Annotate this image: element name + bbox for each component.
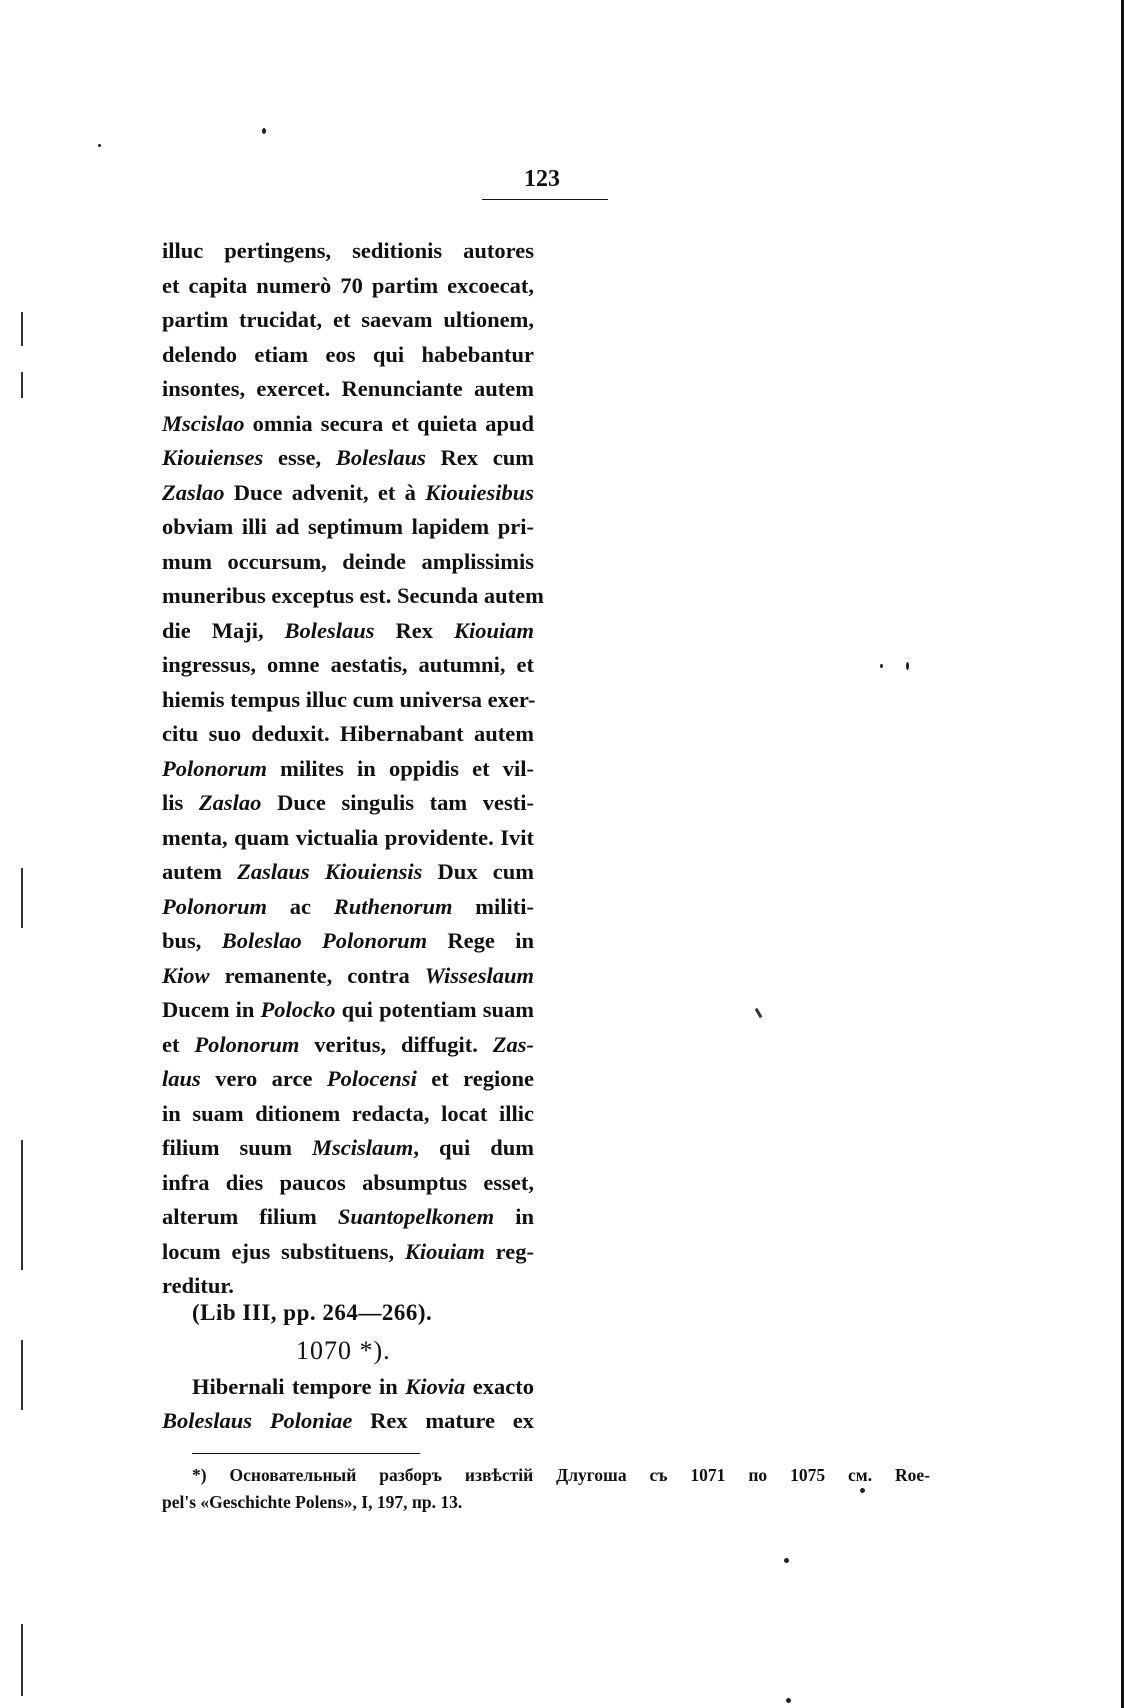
continued-text bbox=[162, 1370, 535, 1438]
text-fragment: Ducem in bbox=[162, 997, 261, 1022]
text-line bbox=[162, 407, 534, 442]
italic-name: Zaslaus Kiouiensis bbox=[237, 859, 423, 884]
text-line: menta, quam victualia providente. Ivit bbox=[162, 824, 534, 850]
text-fragment: , qui dum bbox=[413, 1135, 534, 1160]
text-fragment: milites in oppidis et vil- bbox=[267, 755, 534, 781]
text-fragment: Rex bbox=[374, 617, 454, 643]
text-line bbox=[162, 441, 534, 476]
text-line: delendo etiam eos qui habebantur bbox=[162, 341, 534, 367]
italic-name: Polocensi bbox=[326, 1066, 417, 1091]
text-line bbox=[162, 890, 534, 925]
text-line bbox=[162, 924, 534, 959]
italic-name: Boleslaus bbox=[284, 617, 375, 643]
italic-name: Zaslao bbox=[162, 479, 225, 505]
text-fragment: Duce advenit, et à bbox=[224, 479, 426, 505]
text-fragment: Rex mature ex bbox=[352, 1408, 534, 1433]
text-fragment: esse, bbox=[263, 445, 336, 470]
text-fragment: et bbox=[162, 1031, 195, 1057]
text-line: ingressus, omne aestatis, autumni, et bbox=[162, 652, 534, 677]
text-line: et capita numerò 70 partim excoecat, bbox=[162, 272, 534, 298]
italic-name: Zaslao bbox=[198, 790, 262, 815]
text-line: insontes, exercet. Renunciante autem bbox=[162, 376, 534, 401]
scan-scratch bbox=[21, 312, 23, 346]
italic-name: Wisseslaum bbox=[424, 962, 534, 988]
text-line bbox=[162, 1235, 534, 1270]
text-line bbox=[162, 1404, 534, 1438]
text-line bbox=[162, 1200, 534, 1235]
scan-speck bbox=[786, 1698, 791, 1703]
text-line bbox=[162, 993, 534, 1028]
italic-name: Kiovia bbox=[405, 1374, 466, 1399]
text-fragment: Rex cum bbox=[425, 445, 534, 470]
footnote-rule bbox=[192, 1453, 420, 1454]
text-line bbox=[162, 959, 534, 994]
text-line: hiemis tempus illuc cum universa exer- bbox=[162, 686, 536, 712]
italic-name: laus bbox=[162, 1066, 201, 1091]
text-fragment: remanente, contra bbox=[209, 962, 425, 988]
text-fragment: bus, bbox=[162, 928, 222, 953]
italic-name: Boleslao Polonorum bbox=[221, 928, 428, 953]
footnote bbox=[162, 1462, 930, 1516]
text-fragment: et regione bbox=[416, 1066, 534, 1091]
text-fragment: locum ejus substituens, bbox=[162, 1238, 405, 1264]
italic-name: Boleslaus Poloniae bbox=[162, 1408, 353, 1433]
text-line bbox=[162, 855, 534, 890]
text-fragment: Hibernali tempore in bbox=[192, 1374, 406, 1399]
scan-speck bbox=[880, 664, 883, 668]
text-fragment: autem bbox=[162, 859, 238, 884]
text-fragment: die Maji, bbox=[162, 617, 285, 643]
scan-scratch bbox=[21, 1624, 23, 1696]
text-line: reditur. bbox=[162, 1273, 234, 1298]
text-fragment: lis bbox=[162, 790, 199, 815]
scan-speck bbox=[98, 144, 101, 147]
text-fragment: exacto bbox=[465, 1374, 535, 1399]
text-line bbox=[162, 1062, 534, 1097]
header-rule bbox=[482, 199, 608, 200]
text-fragment: ac bbox=[267, 893, 334, 919]
text-line bbox=[162, 752, 534, 787]
italic-name: Boleslaus bbox=[335, 445, 426, 470]
text-line: infra dies paucos absumptus esset, bbox=[162, 1169, 534, 1195]
italic-name: Kiouiesibus bbox=[425, 479, 534, 505]
body-text bbox=[162, 234, 544, 1304]
text-fragment: vero arce bbox=[200, 1066, 327, 1091]
text-line: partim trucidat, et saevam ultionem, bbox=[162, 307, 534, 332]
text-line bbox=[162, 1028, 534, 1063]
text-line: in suam ditionem redacta, locat illic bbox=[162, 1100, 534, 1126]
text-fragment: Dux cum bbox=[422, 859, 534, 884]
year-heading: 1070 *). bbox=[296, 1336, 391, 1365]
scan-speck bbox=[906, 662, 909, 670]
scan-scratch bbox=[21, 1140, 23, 1270]
scan-speck bbox=[860, 1488, 865, 1493]
text-line bbox=[192, 1370, 534, 1404]
italic-name: Zas- bbox=[492, 1031, 534, 1057]
scan-edge-line bbox=[1121, 0, 1124, 1708]
text-fragment: militi- bbox=[452, 893, 534, 919]
text-line: obviam illi ad septimum lapidem pri- bbox=[162, 514, 534, 539]
scan-speck bbox=[784, 1558, 789, 1563]
text-fragment: Duce singulis tam vesti- bbox=[261, 790, 534, 815]
text-line: citu suo deduxit. Hibernabant autem bbox=[162, 721, 534, 746]
italic-name: Mscislaum bbox=[312, 1135, 414, 1160]
scan-scratch bbox=[21, 1340, 23, 1410]
citation: (Lib III, pp. 264—266). bbox=[192, 1300, 433, 1325]
italic-name: Kiow bbox=[162, 962, 210, 988]
italic-name: Ruthenorum bbox=[333, 893, 453, 919]
text-fragment: reg- bbox=[484, 1238, 534, 1264]
text-line bbox=[162, 786, 534, 821]
scan-scratch bbox=[21, 372, 23, 398]
page-number: 123 bbox=[524, 166, 560, 192]
scan-scratch bbox=[21, 868, 23, 928]
scan-scratch bbox=[755, 1008, 763, 1018]
text-fragment: Rege in bbox=[427, 928, 534, 953]
footnote-line: pel's «Geschichte Polens», I, 197, пр. 13. bbox=[162, 1492, 463, 1512]
text-line: illuc pertingens, seditionis autores bbox=[162, 238, 534, 263]
italic-name: Kiouiam bbox=[404, 1238, 485, 1264]
scan-speck bbox=[262, 128, 266, 134]
text-line bbox=[162, 476, 534, 511]
italic-name: Kiouienses bbox=[162, 445, 264, 470]
text-line: muneribus exceptus est. Secunda autem bbox=[162, 583, 544, 608]
text-fragment: alterum filium bbox=[162, 1204, 338, 1229]
italic-name: Polonorum bbox=[162, 893, 268, 919]
footnote-line: *) Основательный разборъ извѣстій Длугоша съ 1071 по 1075 см. Roe- bbox=[192, 1465, 930, 1485]
text-line bbox=[162, 1131, 534, 1166]
italic-name: Polonorum bbox=[162, 755, 268, 781]
text-line bbox=[162, 614, 534, 649]
italic-name: Polonorum bbox=[194, 1031, 300, 1057]
text-fragment: filium suum bbox=[162, 1135, 313, 1160]
italic-name: Mscislao bbox=[162, 410, 245, 436]
text-fragment: veritus, diffugit. bbox=[299, 1031, 493, 1057]
italic-name: Kiouiam bbox=[453, 617, 534, 643]
text-line: mum occursum, deinde amplissimis bbox=[162, 548, 534, 574]
italic-name: Suantopelkonem bbox=[337, 1204, 495, 1229]
italic-name: Polocko bbox=[260, 997, 336, 1022]
text-fragment: in bbox=[494, 1204, 534, 1229]
text-fragment: omnia secura et quieta apud bbox=[244, 410, 534, 436]
text-fragment: qui potentiam suam bbox=[335, 997, 534, 1022]
